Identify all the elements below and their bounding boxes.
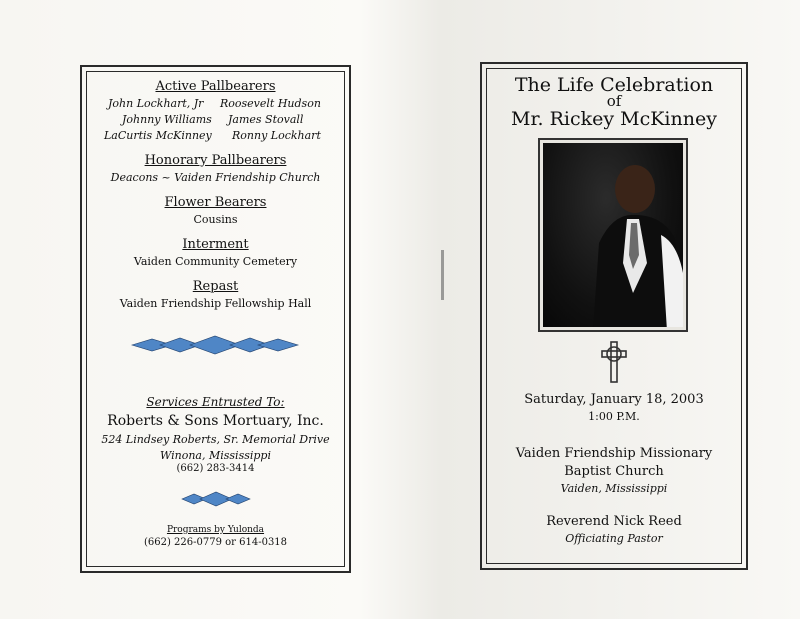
blue-diamond-ornament-small <box>180 491 252 507</box>
programs-heading: Programs by Yulonda <box>166 525 265 535</box>
mortuary-name: Roberts & Sons Mortuary, Inc. <box>107 413 324 429</box>
title-line1: The Life Celebration <box>514 74 714 96</box>
right-panel <box>480 62 748 570</box>
pallbearer-name: Johnny Williams <box>122 113 212 126</box>
title-of: of <box>606 92 622 110</box>
flower-bearers-text: Cousins <box>193 213 238 226</box>
repast-heading: Repast <box>192 279 239 294</box>
pallbearer-name: Roosevelt Hudson <box>220 97 321 110</box>
pallbearer-name: Ronny Lockhart <box>232 129 321 142</box>
service-time: 1:00 P.M. <box>588 410 640 423</box>
pallbearer-name: James Stovall <box>228 113 304 126</box>
celtic-cross-icon <box>599 340 629 384</box>
pallbearer-name: LaCurtis McKinney <box>104 129 212 142</box>
mortuary-address: 524 Lindsey Roberts, Sr. Memorial Drive <box>101 433 330 446</box>
mortuary-phone: (662) 283-3414 <box>176 463 255 474</box>
mortuary-city: Winona, Mississippi <box>160 449 271 462</box>
portrait-figure <box>543 143 683 327</box>
interment-text: Vaiden Community Cemetery <box>133 255 298 268</box>
services-heading: Services Entrusted To: <box>146 395 285 409</box>
honorary-pallbearers-heading: Honorary Pallbearers <box>144 153 287 168</box>
repast-text: Vaiden Friendship Fellowship Hall <box>119 297 312 310</box>
programs-phone: (662) 226-0779 or 614-0318 <box>143 537 288 548</box>
officiant-title: Officiating Pastor <box>565 532 663 545</box>
church-name-line2: Baptist Church <box>564 464 664 479</box>
left-panel <box>80 65 351 573</box>
blue-diamond-ornament <box>130 335 300 355</box>
portrait-frame <box>538 138 688 332</box>
active-pallbearers-heading: Active Pallbearers <box>155 79 276 94</box>
flower-bearers-heading: Flower Bearers <box>164 195 267 210</box>
church-name-line1: Vaiden Friendship Missionary <box>515 446 713 461</box>
officiant-name: Reverend Nick Reed <box>546 514 682 529</box>
fold-mark <box>441 250 444 300</box>
title-line2: Mr. Rickey McKinney <box>511 108 717 130</box>
portrait-photo <box>543 143 683 327</box>
pallbearer-name: John Lockhart, Jr <box>108 97 204 110</box>
interment-heading: Interment <box>182 237 249 252</box>
service-date: Saturday, January 18, 2003 <box>524 392 704 407</box>
honorary-pallbearers-text: Deacons ~ Vaiden Friendship Church <box>110 171 321 184</box>
church-city: Vaiden, Mississippi <box>560 482 668 495</box>
